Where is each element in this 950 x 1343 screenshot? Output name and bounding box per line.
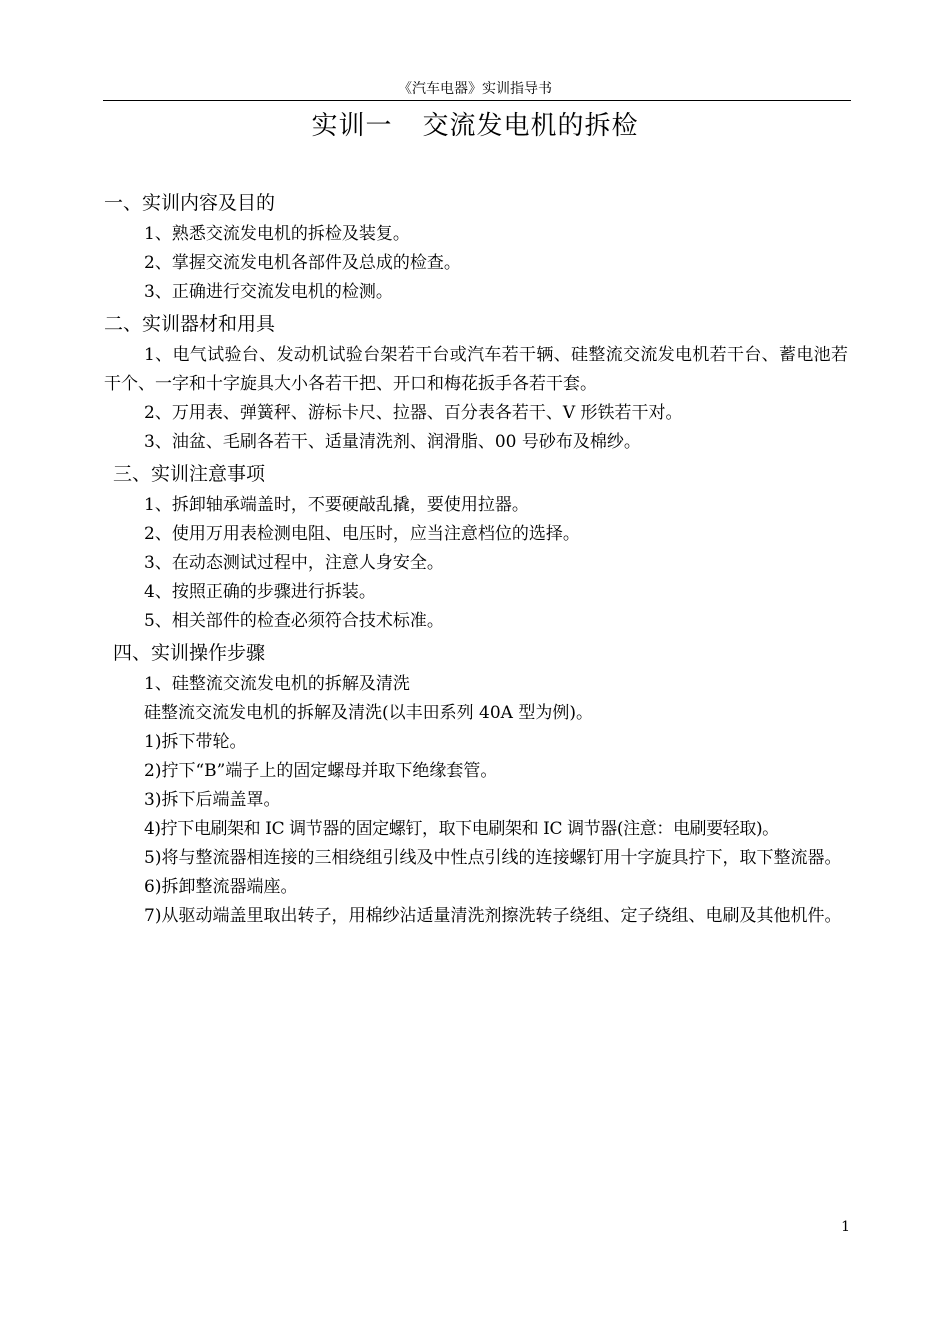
list-item: 7)从驱动端盖里取出转子，用棉纱沾适量清洗剂擦洗转子绕组、定子绕组、电刷及其他机件。 <box>144 906 842 926</box>
list-item: 2、万用表、弹簧秤、游标卡尺、拉器、百分表各若干、V 形铁若干对。 <box>144 403 683 423</box>
list-item: 2、掌握交流发电机各部件及总成的检查。 <box>144 253 461 273</box>
list-item: 2)拧下“B”端子上的固定螺母并取下绝缘套管。 <box>144 761 498 781</box>
list-item: 硅整流交流发电机的拆解及清洗(以丰田系列 40A 型为例)。 <box>144 703 593 723</box>
list-item: 4、按照正确的步骤进行拆装。 <box>144 582 376 602</box>
list-item: 3、油盆、毛刷各若干、适量清洗剂、润滑脂、00 号砂布及棉纱。 <box>144 432 641 452</box>
section-heading: 四、实训操作步骤 <box>113 642 266 664</box>
list-item: 1、拆卸轴承端盖时，不要硬敲乱撬，要使用拉器。 <box>144 495 529 515</box>
section-heading: 二、实训器材和用具 <box>104 313 276 335</box>
section-heading: 一、实训内容及目的 <box>104 192 276 214</box>
page-title <box>0 108 950 144</box>
list-item: 5、相关部件的检查必须符合技术标准。 <box>144 611 444 631</box>
section-heading: 三、实训注意事项 <box>113 463 266 485</box>
title-part-2: 交流发电机的拆检 <box>422 111 639 141</box>
list-item: 2、使用万用表检测电阻、电压时，应当注意档位的选择。 <box>144 524 580 544</box>
header-rule <box>103 100 851 101</box>
document-body <box>104 186 848 931</box>
list-item: 3、正确进行交流发电机的检测。 <box>144 282 393 302</box>
list-item: 1、电气试验台、发动机试验台架若干台或汽车若干辆、硅整流交流发电机若干台、蓄电池若干个、一字和十字旋具大小各若干把、开口和梅花扳手各若干套。 <box>104 345 848 394</box>
list-item: 6)拆卸整流器端座。 <box>144 877 298 897</box>
list-item: 1、熟悉交流发电机的拆检及装复。 <box>144 224 410 244</box>
list-item: 1、硅整流交流发电机的拆解及清洗 <box>144 674 410 694</box>
list-item: 3、在动态测试过程中，注意人身安全。 <box>144 553 444 573</box>
list-item: 4)拧下电刷架和 IC 调节器的固定螺钉，取下电刷架和 IC 调节器(注意：电刷要轻取)。 <box>144 819 779 839</box>
list-item: 5)将与整流器相连接的三相绕组引线及中性点引线的连接螺钉用十字旋具拧下，取下整流器。 <box>144 848 842 868</box>
list-item: 3)拆下后端盖罩。 <box>144 790 281 810</box>
page-number: 1 <box>841 1219 850 1235</box>
list-item: 1)拆下带轮。 <box>144 732 247 752</box>
title-part-1: 实训一 <box>311 111 393 141</box>
running-header: 《汽车电器》实训指导书 <box>398 81 552 97</box>
